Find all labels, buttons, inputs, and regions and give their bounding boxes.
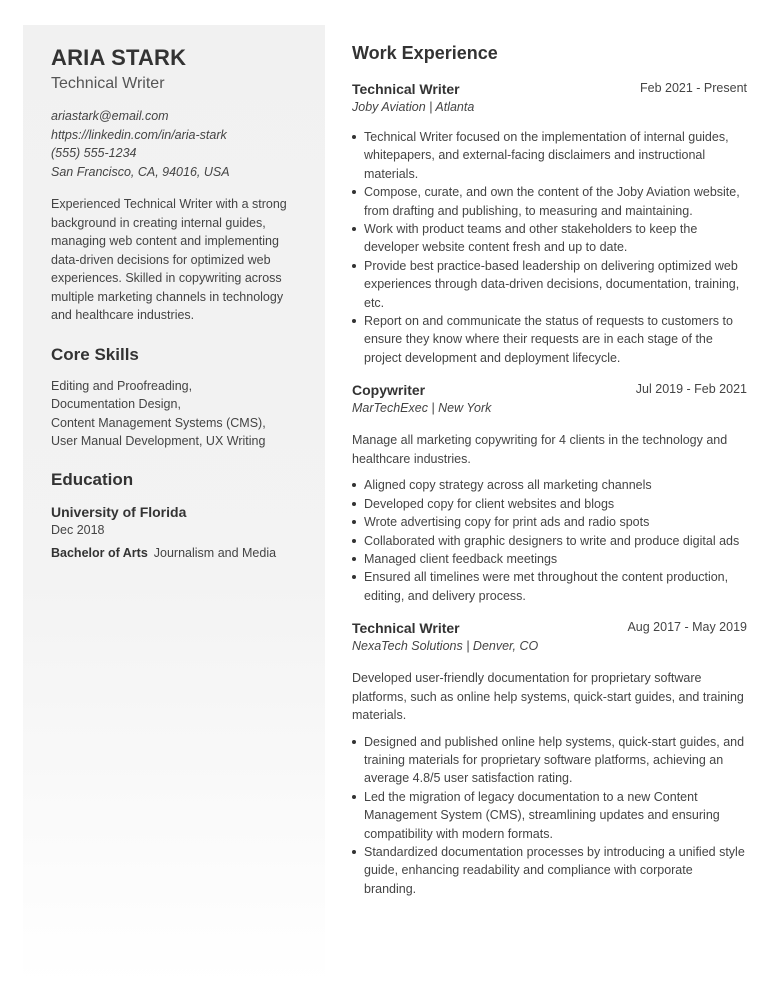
degree-field: Journalism and Media [153, 545, 277, 560]
bullet-item: Designed and published online help systems, quick-start guides, and training materials for proprietary software platforms, achieving an average 4.8/5 user satisfaction rating. [352, 733, 747, 788]
job-dates: Jul 2019 - Feb 2021 [635, 382, 747, 397]
job-entry [352, 381, 747, 605]
job-bullets [352, 476, 747, 605]
location: San Francisco, CA, 94016, USA [51, 164, 230, 179]
bullet-item: Work with product teams and other stakeholders to keep the developer website content fresh and up to date. [352, 220, 747, 257]
bullet-item: Technical Writer focused on the implementation of internal guides, whitepapers, and external-facing disclaimers and instructional materials. [352, 128, 747, 183]
job-bullets [352, 733, 747, 899]
job-bullets [352, 128, 747, 367]
bullet-item: Report on and communicate the status of requests to customers to ensure they know where their requests are in each stage of the project development and deployment lifecycle. [352, 312, 747, 367]
work-experience-section [352, 41, 747, 898]
skill-line: User Manual Development, UX Writing [51, 434, 266, 448]
job-title: Technical Writer [352, 620, 460, 637]
candidate-name: ARIA STARK [51, 45, 187, 70]
job-entry [352, 80, 747, 367]
job-summary: Developed user-friendly documentation for proprietary software platforms, such as online help systems, quick-start guides, and training materials. [352, 671, 744, 723]
skill-line: Content Management Systems (CMS), [51, 415, 266, 430]
job-entry [352, 619, 747, 898]
bullet-item: Collaborated with graphic designers to write and produce digital ads [352, 532, 747, 550]
job-title: Copywriter [352, 382, 426, 399]
bullet-item: Provide best practice-based leadership on delivering optimized web experiences through data-driven decisions, documentation, training, etc. [352, 257, 747, 312]
education-heading: Education [51, 469, 134, 489]
contact-info [51, 107, 297, 181]
job-dates: Aug 2017 - May 2019 [627, 620, 747, 635]
school-name: University of Florida [51, 503, 187, 520]
bullet-item: Standardized documentation processes by introducing a unified style guide, enhancing readability and compliance with corporate branding. [352, 843, 747, 898]
linkedin-link[interactable]: https://linkedin.com/in/aria-stark [51, 127, 227, 142]
sidebar [23, 25, 325, 985]
bullet-item: Led the migration of legacy documentation to a new Content Management System (CMS), streamlining updates and ensuring compatibility with modern formats. [352, 788, 747, 843]
phone-number: (555) 555-1234 [51, 146, 137, 160]
work-experience-heading: Work Experience [352, 43, 498, 63]
degree [51, 544, 297, 562]
bullet-item: Wrote advertising copy for print ads and radio spots [352, 513, 747, 531]
skill-line: Documentation Design, [51, 397, 181, 411]
job-dates: Feb 2021 - Present [639, 81, 747, 95]
bullet-item: Ensured all timelines were met throughout the content production, editing, and delivery process. [352, 568, 747, 605]
skill-line: Editing and Proofreading, [51, 378, 193, 393]
bullet-item: Managed client feedback meetings [352, 550, 747, 568]
candidate-title: Technical Writer [51, 75, 165, 92]
skills-heading: Core Skills [51, 344, 139, 364]
profile-summary: Experienced Technical Writer with a strong background in creating internal guides, managing web content and implementing data-driven decisions for optimized web experiences. Skilled in copywriting across multiple marketing channels in technology and healthcare industries. [51, 197, 287, 322]
education-date: Dec 2018 [51, 522, 105, 537]
job-company: Joby Aviation | Atlanta [352, 100, 475, 114]
job-company: MarTechExec | New York [352, 401, 492, 416]
job-company: NexaTech Solutions | Denver, CO [352, 639, 539, 654]
bullet-item: Aligned copy strategy across all marketing channels [352, 476, 747, 494]
job-title: Technical Writer [352, 81, 460, 97]
skills-list [51, 377, 297, 451]
email-link[interactable]: ariastark@email.com [51, 109, 169, 123]
bullet-item: Developed copy for client websites and blogs [352, 495, 747, 513]
bullet-item: Compose, curate, and own the content of the Joby Aviation website, from drafting and publishing, to measuring and maintaining. [352, 183, 747, 220]
degree-type: Bachelor of Arts [51, 545, 148, 560]
job-summary: Manage all marketing copywriting for 4 clients in the technology and healthcare industries. [352, 433, 728, 466]
